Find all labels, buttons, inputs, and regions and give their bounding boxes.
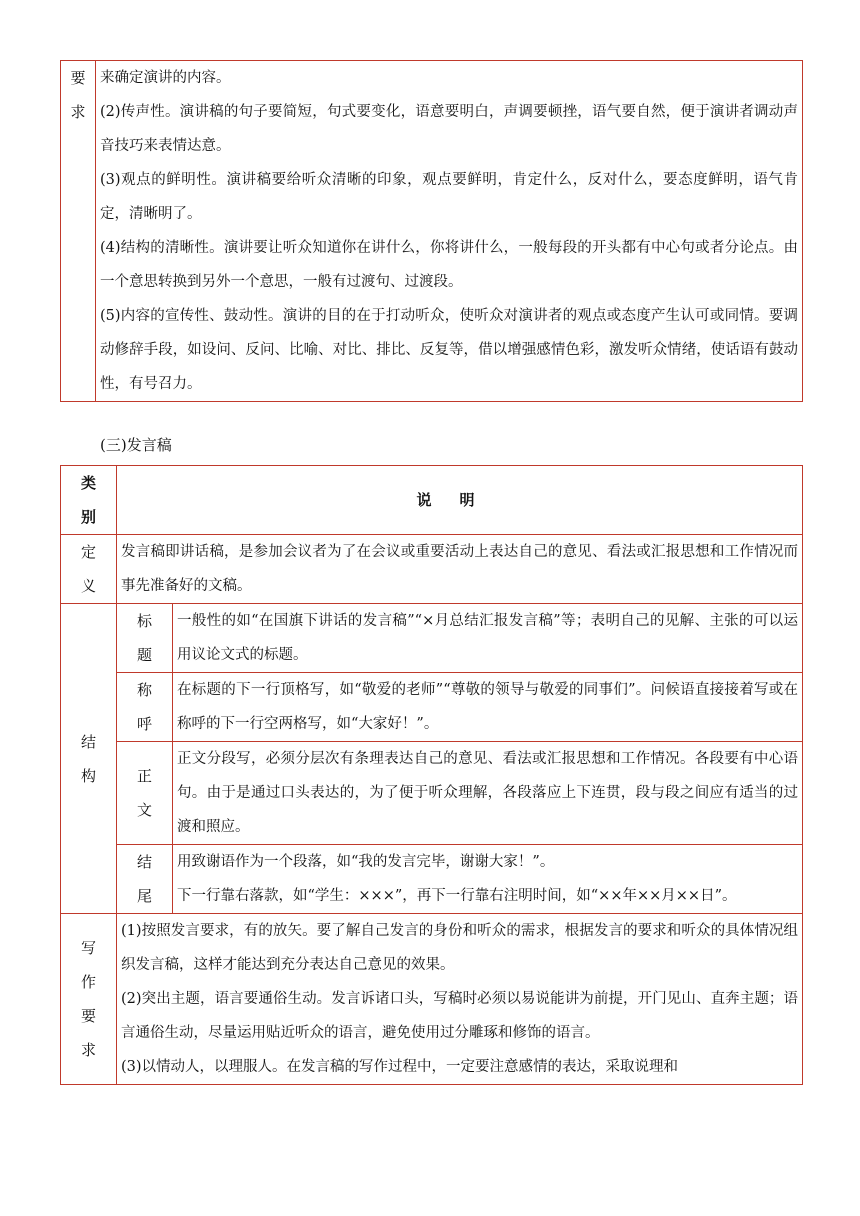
structure-sublabel-title: 标 题 <box>117 604 173 673</box>
structure-text-body: 正文分段写，必须分层次有条理表达自己的意见、看法或汇报思想和工作情况。各段要有中心语句。由于是通过口头表达的，为了便于听众理解，各段落应上下连贯，段与段之间应有适当的过渡和照应。 <box>173 742 803 845</box>
definition-text: 发言稿即讲话稿，是参加会议者为了在会议或重要活动上表达自己的意见、看法或汇报思想和工作情况而事先准备好的文稿。 <box>117 535 803 604</box>
structure-sublabel-body: 正 文 <box>117 742 173 845</box>
speech-draft-table <box>60 465 803 1085</box>
structure-text-title: 一般性的如“在国旗下讲话的发言稿”“×月总结汇报发言稿”等；表明自己的见解、主张的可以运用议论文式的标题。 <box>173 604 803 673</box>
requirement-para: (2)传声性。演讲稿的句子要简短，句式要变化，语意要明白，声调要顿挫，语气要自然，便于演讲者调动声音技巧来表情达意。 <box>100 104 798 154</box>
structure-label: 结 构 <box>61 604 117 914</box>
description-header: 说明 <box>117 466 803 535</box>
requirement-para: (5)内容的宣传性、鼓动性。演讲的目的在于打动听众，使听众对演讲者的观点或态度产生认可或同情。要调动修辞手段，如设问、反问、比喻、对比、排比、反复等，借以增强感情色彩，激发听众情绪，使话语有鼓动性，有号召力。 <box>100 308 798 392</box>
writing-text: (1)按照发言要求，有的放矢。要了解自己发言的身份和听众的需求，根据发言的要求和听众的具体情况组织发言稿，这样才能达到充分表达自己意见的效果。 (2)突出主题，语言要通俗生动。发言诉诸口头，写稿时必须以易说能讲为前提，开门见山、直奔主题；语言通俗生动，尽量运用贴近听众的语言，避免使用过分雕琢和修饰的语言。 (3)以情动人，以理服人。在发言稿的写作过程中，一定要注意感情的表达，采取说理和 <box>117 914 803 1085</box>
requirements-row <box>61 61 803 402</box>
structure-text-ending: 用致谢语作为一个段落，如“我的发言完毕，谢谢大家！”。 下一行靠右落款，如“学生：×××”，再下一行靠右注明时间，如“××年××月××日”。 <box>173 845 803 914</box>
category-header: 类 别 <box>61 466 117 535</box>
definition-label: 定 义 <box>61 535 117 604</box>
requirement-para: (3)观点的鲜明性。演讲稿要给听众清晰的印象，观点要鲜明，肯定什么，反对什么，要态度鲜明，语气肯定，清晰明了。 <box>100 172 798 222</box>
requirements-label: 要 求 <box>61 61 96 402</box>
writing-label: 写 作 要 求 <box>61 914 117 1085</box>
structure-text-salutation: 在标题的下一行顶格写，如“敬爱的老师”“尊敬的领导与敬爱的同事们”。问候语直接接着写或在称呼的下一行空两格写，如“大家好！”。 <box>173 673 803 742</box>
structure-row-salutation <box>61 673 803 742</box>
speech-requirements-table <box>60 60 803 402</box>
structure-row-title <box>61 604 803 673</box>
definition-row <box>61 535 803 604</box>
requirement-para: 来确定演讲的内容。 <box>100 70 231 86</box>
section-title: (三)发言稿 <box>100 436 172 454</box>
structure-sublabel-salutation: 称 呼 <box>117 673 173 742</box>
structure-row-body <box>61 742 803 845</box>
structure-row-ending <box>61 845 803 914</box>
requirements-content <box>96 61 803 402</box>
writing-row <box>61 914 803 1085</box>
structure-sublabel-ending: 结 尾 <box>117 845 173 914</box>
header-row <box>61 466 803 535</box>
requirement-para: (4)结构的清晰性。演讲要让听众知道你在讲什么，你将讲什么，一般每段的开头都有中心句或者分论点。由一个意思转换到另外一个意思，一般有过渡句、过渡段。 <box>100 240 798 290</box>
